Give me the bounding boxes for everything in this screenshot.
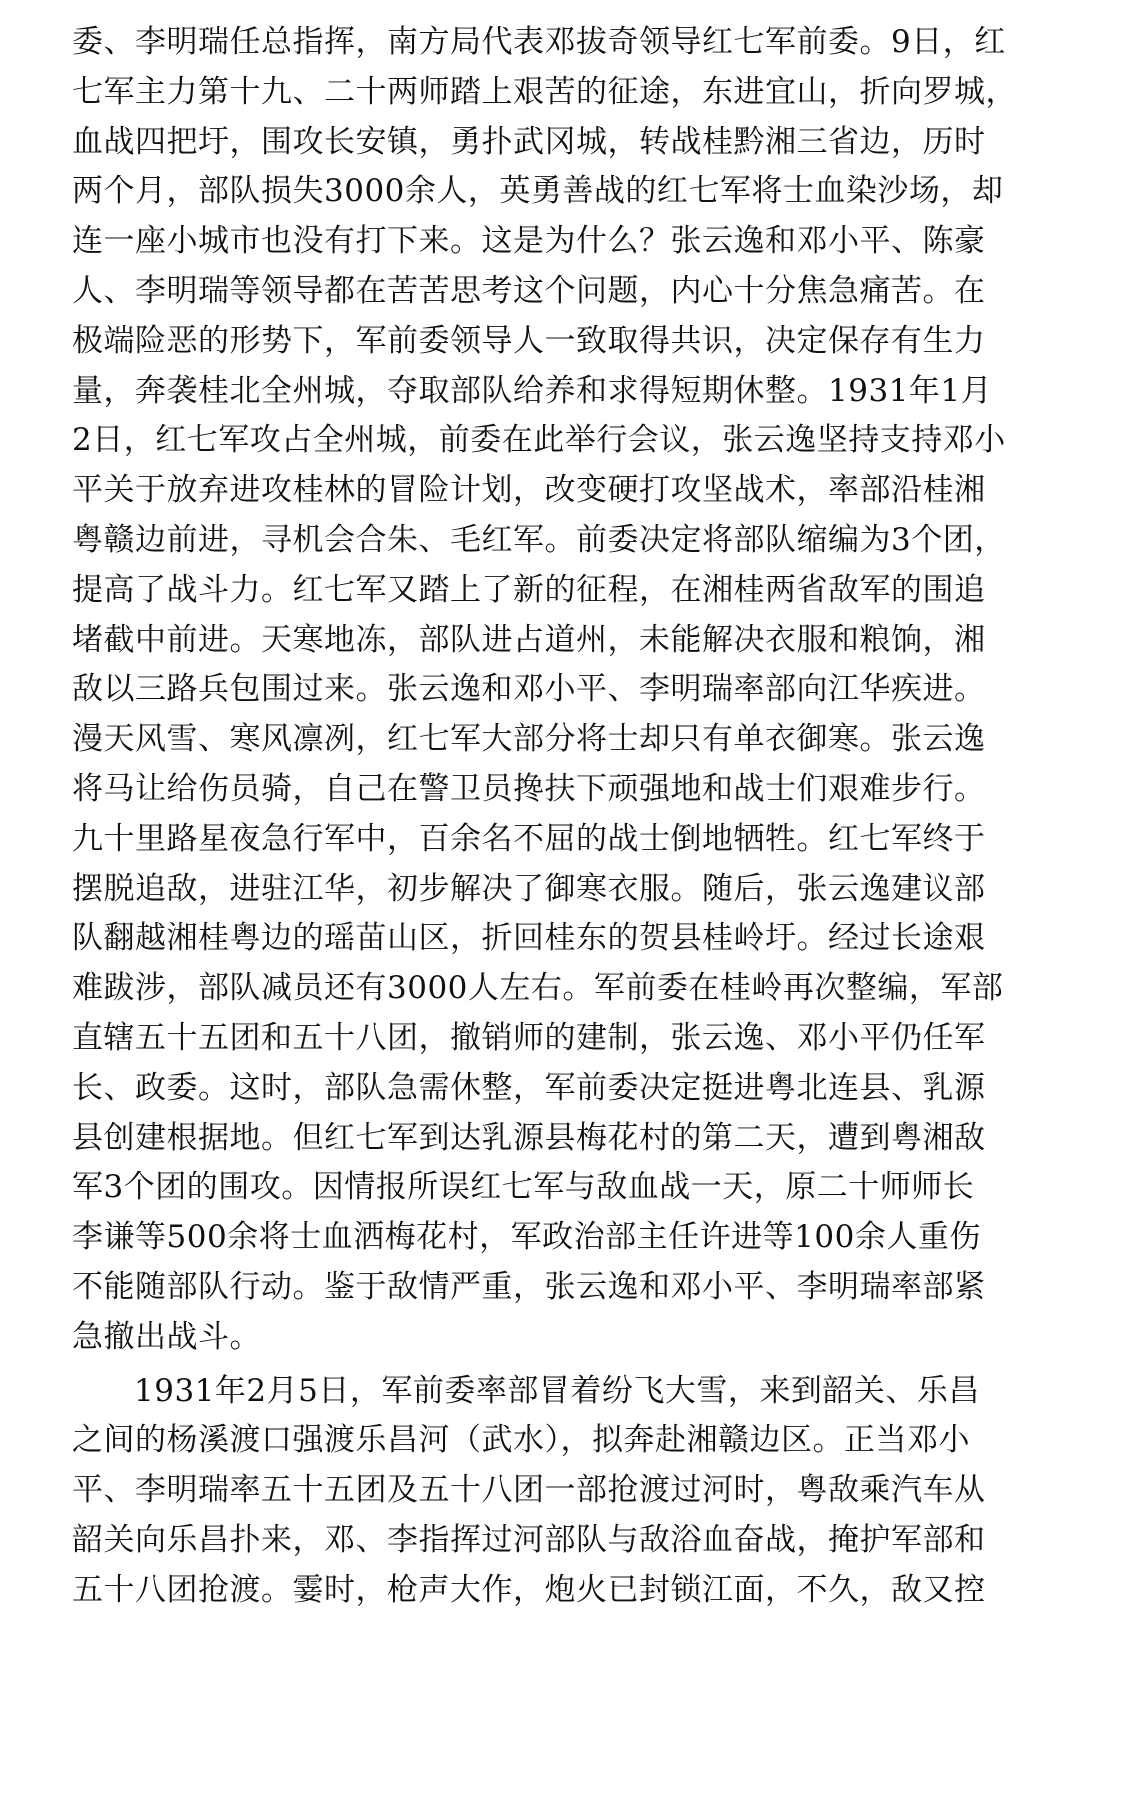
paragraph-1 bbox=[72, 18, 1032, 1363]
text-line: 五十八团抢渡。霎时，枪声大作，炮火已封锁江面，不久，敌又控 bbox=[72, 1571, 986, 1608]
text-line: 量，奔袭桂北全州城，夺取部队给养和求得短期休整。1931年1月 bbox=[72, 372, 993, 409]
text-line: 敌以三路兵包围过来。张云逸和邓小平、李明瑞率部向江华疾进。 bbox=[72, 671, 986, 708]
text-line: 直辖五十五团和五十八团，撤销师的建制，张云逸、邓小平仍任军 bbox=[72, 1019, 986, 1056]
text-line: 血战四把圩，围攻长安镇，勇扑武冈城，转战桂黔湘三省边，历时 bbox=[72, 123, 986, 160]
text-line: 难跋涉，部队减员还有3000人左右。军前委在桂岭再次整编，军部 bbox=[72, 970, 1004, 1007]
text-line-indented: 1931年2月5日，军前委率部冒着纷飞大雪，来到韶关、乐昌 bbox=[134, 1372, 980, 1409]
document-body bbox=[72, 18, 1032, 1616]
text-line: 平、李明瑞率五十五团及五十八团一部抢渡过河时，粤敌乘汽车从 bbox=[72, 1472, 986, 1509]
text-line: 急撤出战斗。 bbox=[72, 1318, 261, 1355]
text-line: 委、李明瑞任总指挥，南方局代表邓拔奇领导红七军前委。9日，红 bbox=[72, 24, 1006, 60]
text-line: 不能随部队行动。鉴于敌情严重，张云逸和邓小平、李明瑞率部紧 bbox=[72, 1268, 986, 1305]
text-line: 连一座小城市也没有打下来。这是为什么？张云逸和邓小平、陈豪 bbox=[72, 223, 986, 260]
paragraph-2 bbox=[72, 1367, 1032, 1616]
text-line: 七军主力第十九、二十两师踏上艰苦的征途，东进宜山，折向罗城， bbox=[72, 73, 1017, 110]
text-line: 平关于放弃进攻桂林的冒险计划，改变硬打攻坚战术，率部沿桂湘 bbox=[72, 472, 986, 509]
text-line: 九十里路星夜急行军中，百余名不屈的战士倒地牺牲。红七军终于 bbox=[72, 820, 986, 857]
text-line: 长、政委。这时，部队急需休整，军前委决定挺进粤北连县、乳源 bbox=[72, 1069, 986, 1106]
text-line: 人、李明瑞等领导都在苦苦思考这个问题，内心十分焦急痛苦。在 bbox=[72, 272, 986, 309]
text-line: 漫天风雪、寒风凛冽，红七军大部分将士却只有单衣御寒。张云逸 bbox=[72, 721, 986, 758]
text-line: 摆脱追敌，进驻江华，初步解决了御寒衣服。随后，张云逸建议部 bbox=[72, 870, 986, 907]
text-line: 军3个团的围攻。因情报所误红七军与敌血战一天，原二十师师长 bbox=[72, 1169, 975, 1206]
text-line: 两个月，部队损失3000余人，英勇善战的红七军将士血染沙场，却 bbox=[72, 173, 1004, 210]
text-line: 堵截中前进。天寒地冻，部队进占道州，未能解决衣服和粮饷，湘 bbox=[72, 621, 986, 658]
text-line: 极端险恶的形势下，军前委领导人一致取得共识，决定保存有生力 bbox=[72, 322, 986, 359]
text-line: 粤赣边前进，寻机会合朱、毛红军。前委决定将部队缩编为3个团， bbox=[72, 521, 1006, 558]
text-line: 韶关向乐昌扑来，邓、李指挥过河部队与敌浴血奋战，掩护军部和 bbox=[72, 1521, 986, 1558]
text-line: 队翻越湘桂粤边的瑶苗山区，折回桂东的贺县桂岭圩。经过长途艰 bbox=[72, 920, 986, 957]
text-line: 李谦等500余将士血洒梅花村，军政治部主任许进等100余人重伤 bbox=[72, 1219, 981, 1256]
text-line: 之间的杨溪渡口强渡乐昌河（武水），拟奔赴湘赣边区。正当邓小 bbox=[72, 1422, 970, 1459]
text-line: 提高了战斗力。红七军又踏上了新的征程，在湘桂两省敌军的围追 bbox=[72, 571, 986, 608]
text-line: 县创建根据地。但红七军到达乳源县梅花村的第二天，遭到粤湘敌 bbox=[72, 1119, 986, 1156]
text-line: 将马让给伤员骑，自己在警卫员搀扶下顽强地和战士们艰难步行。 bbox=[72, 770, 986, 807]
text-line: 2日，红七军攻占全州城，前委在此举行会议，张云逸坚持支持邓小 bbox=[72, 422, 1006, 459]
